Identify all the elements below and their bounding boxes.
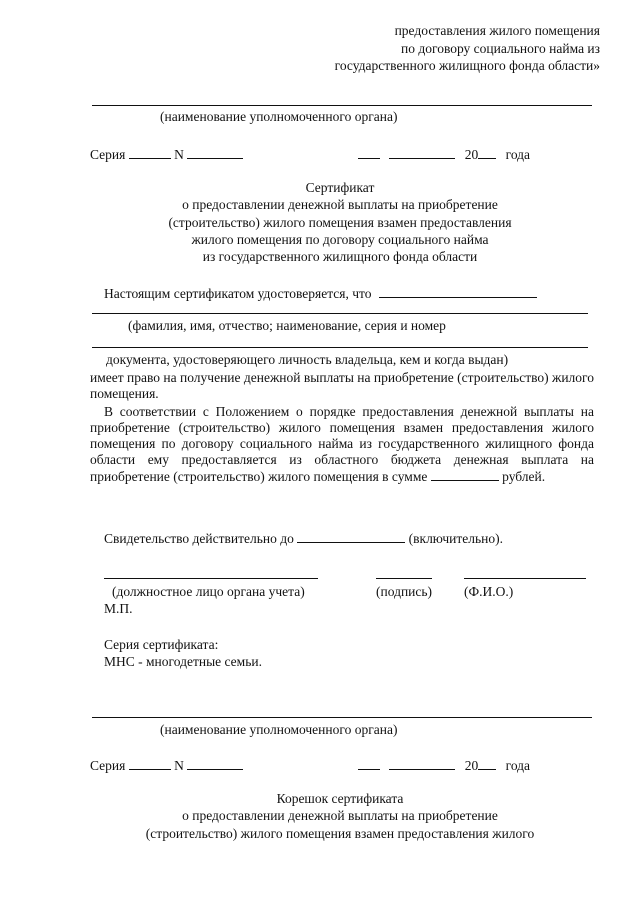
validity-blank xyxy=(297,530,405,543)
signature-caption: (подпись) xyxy=(376,584,433,599)
header-line-1: предоставления жилого помещения xyxy=(394,23,600,38)
header-line-3: государственного жилищного фонда области» xyxy=(334,58,600,74)
series-value: МНС - многодетные семьи. xyxy=(104,654,262,669)
stub-year-prefix: 20 xyxy=(464,758,479,773)
stub-series-label: Серия xyxy=(90,758,126,773)
org-caption: (наименование уполномоченного органа) xyxy=(160,109,398,124)
day-blank xyxy=(358,146,380,159)
stub-number-blank xyxy=(187,757,243,770)
validity-prefix: Свидетельство действительно до xyxy=(104,531,294,546)
regulation-text: В соответствии с Положением о порядке предоставления денежной выплаты на приобретение (строительство) жилого помещения взамен предоставления жилого помещения по договору социального найма из государственного жилищного фонда области ему предоставляется из областного бюджета денежная выплата на приобретение (строительство) жилого помещения в сумме xyxy=(90,404,594,484)
series-blank xyxy=(129,146,171,159)
stub-n-label: N xyxy=(174,758,184,773)
series-label: Серия xyxy=(90,147,126,162)
stub-org-line xyxy=(92,717,592,718)
org-name-line xyxy=(92,105,592,106)
n-label: N xyxy=(174,147,184,162)
fio-short-caption: (Ф.И.О.) xyxy=(464,584,514,599)
stub-title: Корешок сертификата xyxy=(276,791,404,806)
right-paragraph: имеет право на получение денежной выплаты на приобретение (строительство) жилого помещения. xyxy=(90,370,594,402)
stub-heading xyxy=(90,790,590,842)
fio-line xyxy=(464,578,586,579)
stub-date-row xyxy=(358,757,530,774)
stub-year-suffix: года xyxy=(505,758,531,773)
stub-day-blank xyxy=(358,757,380,770)
holder-blank xyxy=(379,285,537,298)
year-blank xyxy=(478,146,496,159)
official-line xyxy=(104,578,318,579)
stub-line-2: (строительство) жилого помещения взамен предоставления жилого xyxy=(145,825,535,841)
validity-row xyxy=(104,530,503,547)
stub-series-blank xyxy=(129,757,171,770)
date-row xyxy=(358,146,530,163)
number-blank xyxy=(187,146,243,159)
certifies-row xyxy=(104,285,537,302)
signature-line xyxy=(376,578,432,579)
year-prefix: 20 xyxy=(464,147,479,162)
stub-series-row xyxy=(90,757,243,774)
document-line xyxy=(92,347,588,348)
header-reference xyxy=(335,22,600,75)
stamp-label: М.П. xyxy=(104,601,133,616)
header-line-2: по договору социального найма из xyxy=(401,40,600,56)
validity-suffix: (включительно). xyxy=(408,531,504,546)
series-row xyxy=(90,146,243,163)
amount-suffix: рублей. xyxy=(502,468,546,484)
series-title: Серия сертификата: xyxy=(104,637,219,652)
holder-line xyxy=(92,313,588,314)
subtitle-line-2: (строительство) жилого помещения взамен предоставления xyxy=(168,214,512,230)
certificate-title: Сертификат xyxy=(305,180,375,195)
year-suffix: года xyxy=(505,147,531,162)
stub-org-caption: (наименование уполномоченного органа) xyxy=(160,722,398,737)
subtitle-line-1: о предоставлении денежной выплаты на приобретение xyxy=(182,197,498,213)
certifies-text: Настоящим сертификатом удостоверяется, что xyxy=(104,286,372,301)
subtitle-line-4: из государственного жилищного фонда области xyxy=(202,249,478,265)
document-caption: документа, удостоверяющего личность владельца, кем и когда выдан) xyxy=(106,352,509,367)
stub-month-blank xyxy=(389,757,455,770)
amount-blank xyxy=(431,468,499,481)
official-caption: (должностное лицо органа учета) xyxy=(112,584,305,599)
certificate-heading xyxy=(90,179,590,265)
stub-year-blank xyxy=(478,757,496,770)
subtitle-line-3: жилого помещения по договору социального найма xyxy=(191,231,489,247)
regulation-paragraph xyxy=(90,404,594,485)
fio-caption: (фамилия, имя, отчество; наименование, серия и номер xyxy=(128,318,446,333)
stub-line-1: о предоставлении денежной выплаты на приобретение xyxy=(182,808,498,824)
month-blank xyxy=(389,146,455,159)
